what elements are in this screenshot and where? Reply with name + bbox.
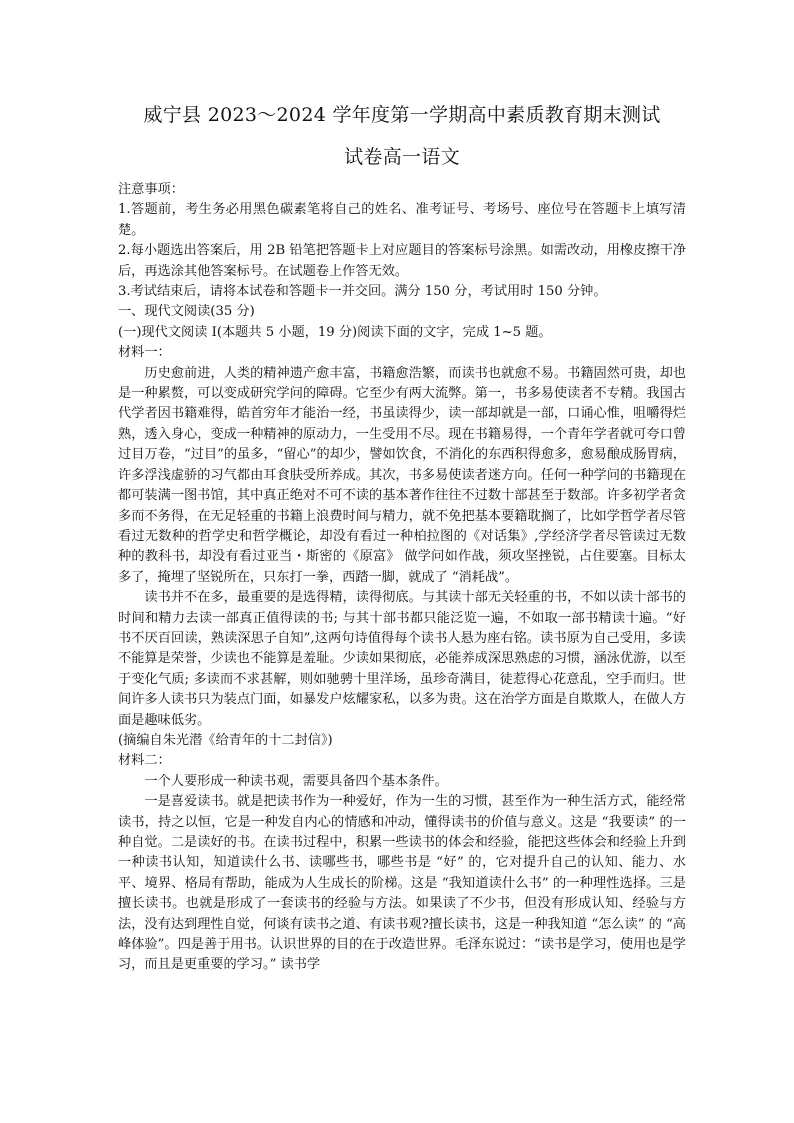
- material-2-label: 材料二：: [118, 753, 171, 769]
- notice-item-1: 1.答题前，考生务必用黑色碳素笔将自己的姓名、准考证号、考场号、座位号在答题卡上填写清楚。: [118, 202, 686, 238]
- notice-item-3: 3.考试结束后，请将本试卷和答题卡一并交回。满分 150 分，考试用时 150 分钟。: [118, 284, 607, 300]
- material-1-paragraph-1: 历史愈前进，人类的精神遗产愈丰富，书籍愈浩繁，而读书也就愈不易。书籍固然可贵，却也是一种累赘，可以变成研究学问的障碍。它至少有两大流弊。第一，书多易使读者不专精。我国古代学者因书籍难得，皓首穷年才能治一经，书虽读得少，读一部却就是一部，口诵心惟，咀嚼得烂熟，透入身心，变成一种精神的原动力，一生受用不尽。现在书籍易得，一个青年学者就可夸口曾过目万卷，“过目”的虽多，“留心”的却少，譬如饮食，不消化的东西积得愈多，愈易酿成肠胃病，许多浮浅虚骄的习气都由耳食肤受所养成。其次，书多易使读者迷方向。任何一种学问的书籍现在都可装满一图书馆，其中真正绝对不可不读的基本著作往往不过数十部甚至于数部。许多初学者贪多而不务得，在无足轻重的书籍上浪费时间与精力，就不免把基本要籍耽搁了，比如学哲学者尽管看过无数种的哲学史和哲学概论，却没有看过一种柏拉图的《对话集》,学经济学者尽管读过无数种的教科书，却没有看过亚当・斯密的《原富》 做学问如作战，须攻坚挫锐，占住要塞。目标太多了，掩埋了坚锐所在，只东打一拳，西踏一脚，就成了 “消耗战”。: [118, 365, 686, 585]
- material-2-paragraph-2: 一是喜爱读书。就是把读书作为一种爱好，作为一生的习惯，甚至作为一种生活方式，能经常读书，持之以恒，它是一种发自内心的情感和冲动，懂得读书的价值与意义。这是 “我要读” 的一种自觉。二是读好的书。在读书过程中，积累一些读书的体会和经验，能把这些体会和经验上升到一种读书认知，知道读什么书、读哪些书，哪些书是 “好” 的，它对提升自己的认知、能力、水平、境界、格局有帮助，能成为人生成长的阶梯。这是 “我知道读什么书” 的一种理性选择。三是擅长读书。也就是形成了一套读书的经验与方法。如果读了不少书，但没有形成认知、经验与方法，没有达到理性自觉，何谈有读书之道、有读书观?擅长读书，这是一种我知道 “怎么读” 的 “高峰体验”。四是善于用书。认识世界的目的在于改造世界。毛泽东说过：“读书是学习，使用也是学习，而且是更重要的学习。” 读书学: [118, 794, 686, 973]
- notice-item-2: 2.每小题选出答案后，用 2B 铅笔把答题卡上对应题目的答案标号涂黑。如需改动，用橡皮擦干净后，再选涂其他答案标号。在试题卷上作答无效。: [118, 243, 686, 279]
- material-1-source: (摘编自朱光潜《给青年的十二封信》): [118, 732, 333, 748]
- section-sub-heading: (一)现代文阅读 I(本题共 5 小题，19 分)阅读下面的文字，完成 1~5 题。: [118, 324, 552, 340]
- material-2-paragraph-1: 一个人要形成一种读书观，需要具备四个基本条件。: [144, 773, 448, 789]
- material-1-paragraph-2: 读书并不在多，最重要的是选得精，读得彻底。与其读十部无关轻重的书，不如以读十部书的时间和精力去读一部真正值得读的书; 与其十部书都只能泛览一遍，不如取一部书精读十遍。“好书不厌百回读，熟读深思子自知”,这两句诗值得每个读书人悬为座右铭。读书原为自己受用，多读不能算是荣誉，少读也不能算是羞耻。少读如果彻底，必能养成深思熟虑的习惯，涵泳优游，以至于变化气质; 多读而不求甚解，则如驰骋十里洋场，虽珍奇满目，徒惹得心花意乱，空手而归。世间许多人读书只为装点门面，如暴发户炫耀家私，以多为贵。这在治学方面是自欺欺人，在做人方面是趣味低劣。: [118, 590, 686, 728]
- notice-heading: 注意事项：: [118, 182, 184, 197]
- material-1-label: 材料一：: [118, 345, 171, 361]
- exam-page: [118, 100, 686, 976]
- section-heading: 一、现代文阅读(35 分): [118, 304, 255, 320]
- exam-title: 威宁县 2023～2024 学年度第一学期高中素质教育期末测试: [143, 104, 661, 126]
- exam-subtitle: 试卷高一语文: [344, 146, 460, 168]
